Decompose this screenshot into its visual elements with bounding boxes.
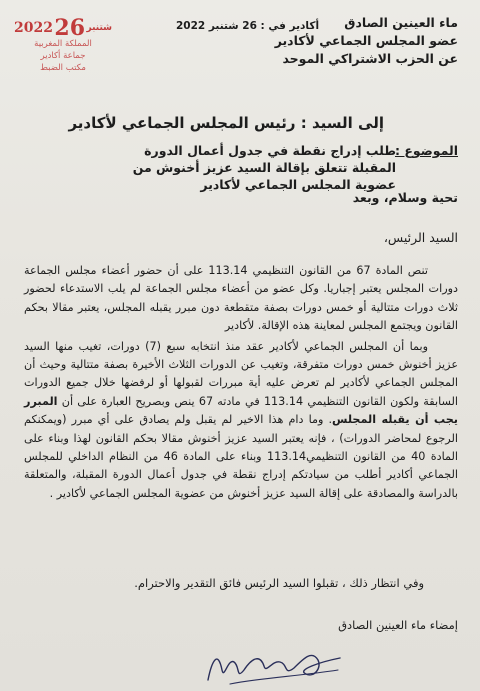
stamp-line-2: جماعة أكادير [40, 51, 86, 61]
subject-label: الموضوع : [394, 143, 458, 158]
letter-date: أكادير في : 26 شتنبر 2022 [176, 20, 320, 32]
reception-stamp [12, 15, 114, 86]
stamp-line-1: المملكة المغربية [34, 39, 92, 49]
salutation: السيد الرئيس، [383, 230, 458, 245]
stamp-day: 26 [54, 15, 86, 41]
sender-name: ماء العينين الصادق [344, 15, 458, 30]
body-emphasis: المبرر يجب أن يقبله المجلس [24, 394, 458, 427]
stamp-date [12, 15, 114, 41]
handwritten-signature-icon [200, 640, 350, 688]
stamp-line-3: مكتب الضبط [40, 63, 86, 73]
closing: وفي انتظار ذلك ، تقبلوا السيد الرئيس فائق التقدير والاحترام. [134, 576, 424, 590]
stamp-year: 2022 [14, 20, 53, 36]
body-paragraph-2 [24, 338, 458, 504]
subject-text: طلب إدراج نقطة في جدول أعمال الدورة المقبلة تتعلق بإقالة السيد عزيز أخنوش من عضوية المجلس الجماعي لأكادير [132, 143, 396, 192]
body-paragraph-1: تنص المادة 67 من القانون التنظيمي 113.14 على أن حضور أعضاء مجلس الجماعة دورات المجلس يعتبر إجباريا. وكل عضو من أعضاء مجلس الجماعة لم يلب الاستدعاء لحضور ثلاث دورات متتالية أو خمس دورات بصفة متقطعة دون مبرر يقبله المجلس، يعتبر مقالا بحكم القانون ويجتمع المجلس لمعاينة هذه الإقالة. لأكادير [24, 264, 458, 333]
addressee: إلى السيد : رئيس المجلس الجماعي لأكادير [68, 114, 384, 132]
body-paragraph-2-part-2: . وما دام هذا الاخير لم يقبل ولم يصادق على أي مبرر (ويمكنكم الرجوع لمحاضر الدورات) ، فإنه يعتبر السيد عزيز أخنوش مقالا بحكم القانون لهذا وبناء على المادة 40 من القانون التنظيمي113.14 وبناء على المادة 46 من النظام الداخلي للمجلس الجماعي أكادير أطلب من سيادتكم إدراج نقطة في جدول أعمال الدورة المقبلة، والمتعلقة بالدراسة والمصادقة على إقالة السيد عزيز أخنوش من عضوية المجلس الجماعي لأكادير . [24, 413, 458, 500]
body-paragraph-2-part-1: وبما أن المجلس الجماعي لأكادير عقد منذ انتخابه سبع (7) دورات، تغيب منها السيد عزيز أخنوش خمس دورات متفرقة، وتغيب عن الدورات الثلاث الأخيرة بصفة متتالية وحيث أن المجلس الجماعي لأكادير لم تعرض عليه أية مبررات لقبولها أو لرفضها خلال جميع الدورات السابقة ولكون القانون التنظيمي 113.14 في مادته 67 ينص وبصريح العبارة على أن [24, 339, 458, 408]
stamp-month: شتنبر [86, 23, 112, 33]
greeting: تحية وسلام، وبعد [352, 190, 458, 205]
signature-line: إمضاء ماء العينين الصادق [338, 618, 458, 632]
letter-body [24, 262, 458, 503]
sender-party: عن الحزب الاشتراكي الموحد [282, 51, 458, 66]
sender-role: عضو المجلس الجماعي لأكادير [274, 33, 458, 48]
